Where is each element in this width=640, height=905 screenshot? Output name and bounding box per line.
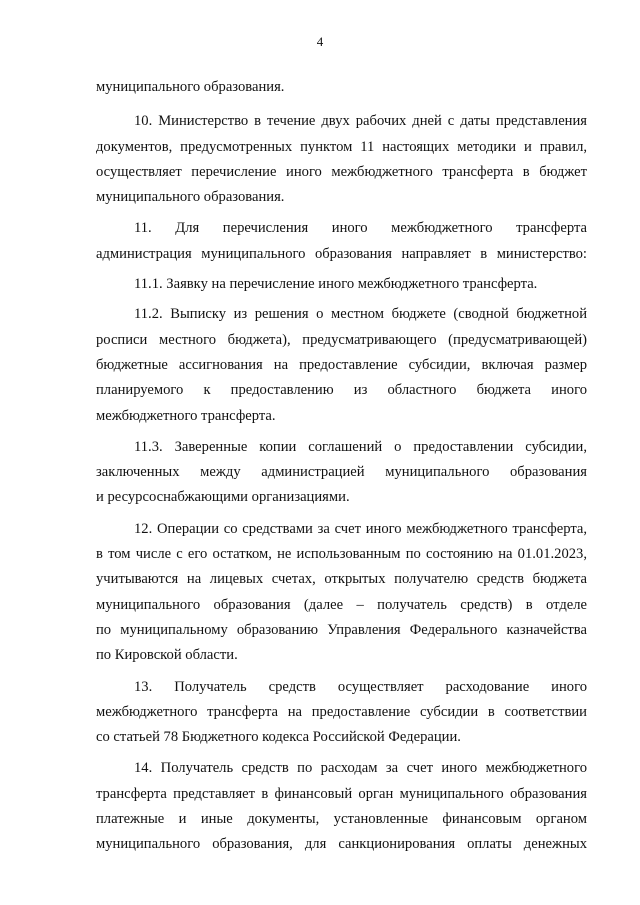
text-line: учитываются на лицевых счетах, открытых получателю средств бюджета xyxy=(96,571,587,588)
text-line: 11.2. Выписку из решения о местном бюджете (сводной бюджетной xyxy=(134,306,587,323)
text-line: росписи местного бюджета), предусматривающего (предусматривающей) xyxy=(96,331,587,348)
text-line: бюджетные ассигнования на предоставление субсидии, включая размер xyxy=(96,356,587,373)
text-line: документов, предусмотренных пунктом 11 настоящих методики и правил, xyxy=(96,138,587,155)
text-line: муниципального образования. xyxy=(96,79,285,95)
text-line: 11. Для перечисления иного межбюджетного трансферта xyxy=(134,220,587,237)
text-line: межбюджетного трансферта. xyxy=(96,407,276,424)
text-line: заключенных между администрацией муниципального образования xyxy=(96,464,587,481)
text-line: планируемого к предоставлению из областного бюджета иного xyxy=(96,382,587,399)
text-line: муниципального образования. xyxy=(96,189,285,206)
text-line: в том числе с его остатком, не использованным по состоянию на 01.01.2023, xyxy=(96,546,587,563)
page-number: 4 xyxy=(316,34,324,49)
text-line: по муниципальному образованию Управления Федерального казначейства xyxy=(96,621,587,638)
text-line: платежные и иные документы, установленные финансовым органом xyxy=(96,811,587,828)
text-line: муниципального образования (далее – получатель средств) в отделе xyxy=(96,596,587,613)
text-line: 13. Получатель средств осуществляет расходование иного xyxy=(134,678,587,695)
text-line: осуществляет перечисление иного межбюджетного трансферта в бюджет xyxy=(96,163,587,180)
text-line: и ресурсоснабжающими организациями. xyxy=(96,489,350,506)
text-line: по Кировской области. xyxy=(96,647,238,664)
text-line: 10. Министерство в течение двух рабочих дней с даты представления xyxy=(134,113,587,130)
text-line: 12. Операции со средствами за счет иного межбюджетного трансферта, xyxy=(134,520,587,537)
text-line: со статьей 78 Бюджетного кодекса Российской Федерации. xyxy=(96,729,461,746)
text-line: администрация муниципального образования направляет в министерство: xyxy=(96,245,587,262)
text-line: 11.3. Заверенные копии соглашений о предоставлении субсидии, xyxy=(134,438,587,455)
text-line: 14. Получатель средств по расходам за счет иного межбюджетного xyxy=(134,760,587,777)
text-line: муниципального образования, для санкционирования оплаты денежных xyxy=(96,836,587,853)
text-line: межбюджетного трансферта на предоставление субсидии в соответствии xyxy=(96,703,587,720)
text-line: трансферта представляет в финансовый орган муниципального образования xyxy=(96,785,587,802)
text-line: 11.1. Заявку на перечисление иного межбюджетного трансферта. xyxy=(134,276,538,293)
document-body xyxy=(96,75,587,858)
